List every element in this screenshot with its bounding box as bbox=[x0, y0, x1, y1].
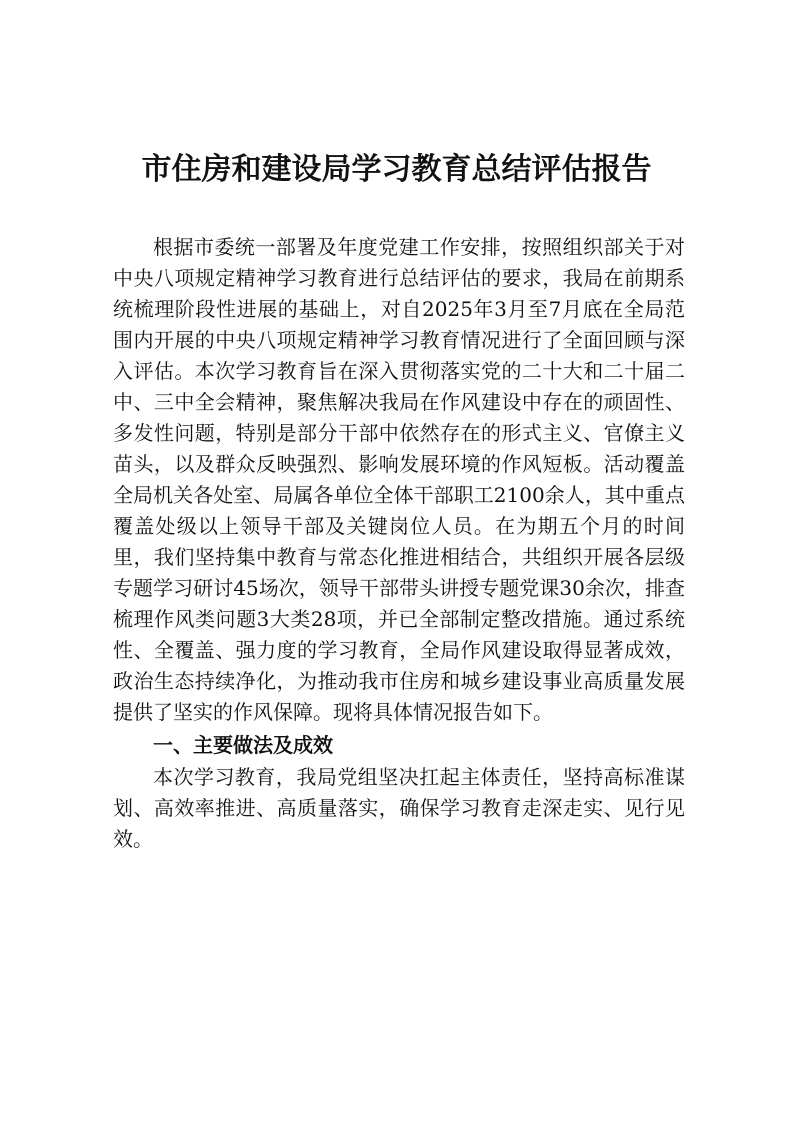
section-heading: 一、主要做法及成效 bbox=[153, 733, 333, 757]
document-title: 市住房和建设局学习教育总结评估报告 bbox=[141, 152, 652, 187]
section-paragraph: 本次学习教育，我局党组坚决扛起主体责任，坚持高标准谋划、高效率推进、高质量落实，确保学习教育走深走实、见行见效。 bbox=[113, 765, 685, 851]
document-body bbox=[113, 232, 685, 855]
intro-paragraph: 根据市委统一部署及年度党建工作安排，按照组织部关于对中央八项规定精神学习教育进行总结评估的要求，我局在前期系统梳理阶段性进展的基础上，对自2025年3月至7月底在全局范围内开展的中央八项规定精神学习教育情况进行了全面回顾与深入评估。本次学习教育旨在深入贯彻落实党的二十大和二十届二中、三中全会精神，聚焦解决我局在作风建设中存在的顽固性、多发性问题，特别是部分干部中依然存在的形式主义、官僚主义苗头，以及群众反映强烈、影响发展环境的作风短板。活动覆盖全局机关各处室、局属各单位全体干部职工2100余人，其中重点覆盖处级以上领导干部及关键岗位人员。在为期五个月的时间里，我们坚持集中教育与常态化推进相结合，共组织开展各层级专题学习研讨45场次，领导干部带头讲授专题党课30余次，排查梳理作风类问题3大类28项，并已全部制定整改措施。通过系统性、全覆盖、强力度的学习教育，全局作风建设取得显著成效，政治生态持续净化，为推动我市住房和城乡建设事业高质量发展提供了坚实的作风保障。现将具体情况报告如下。 bbox=[113, 235, 685, 724]
